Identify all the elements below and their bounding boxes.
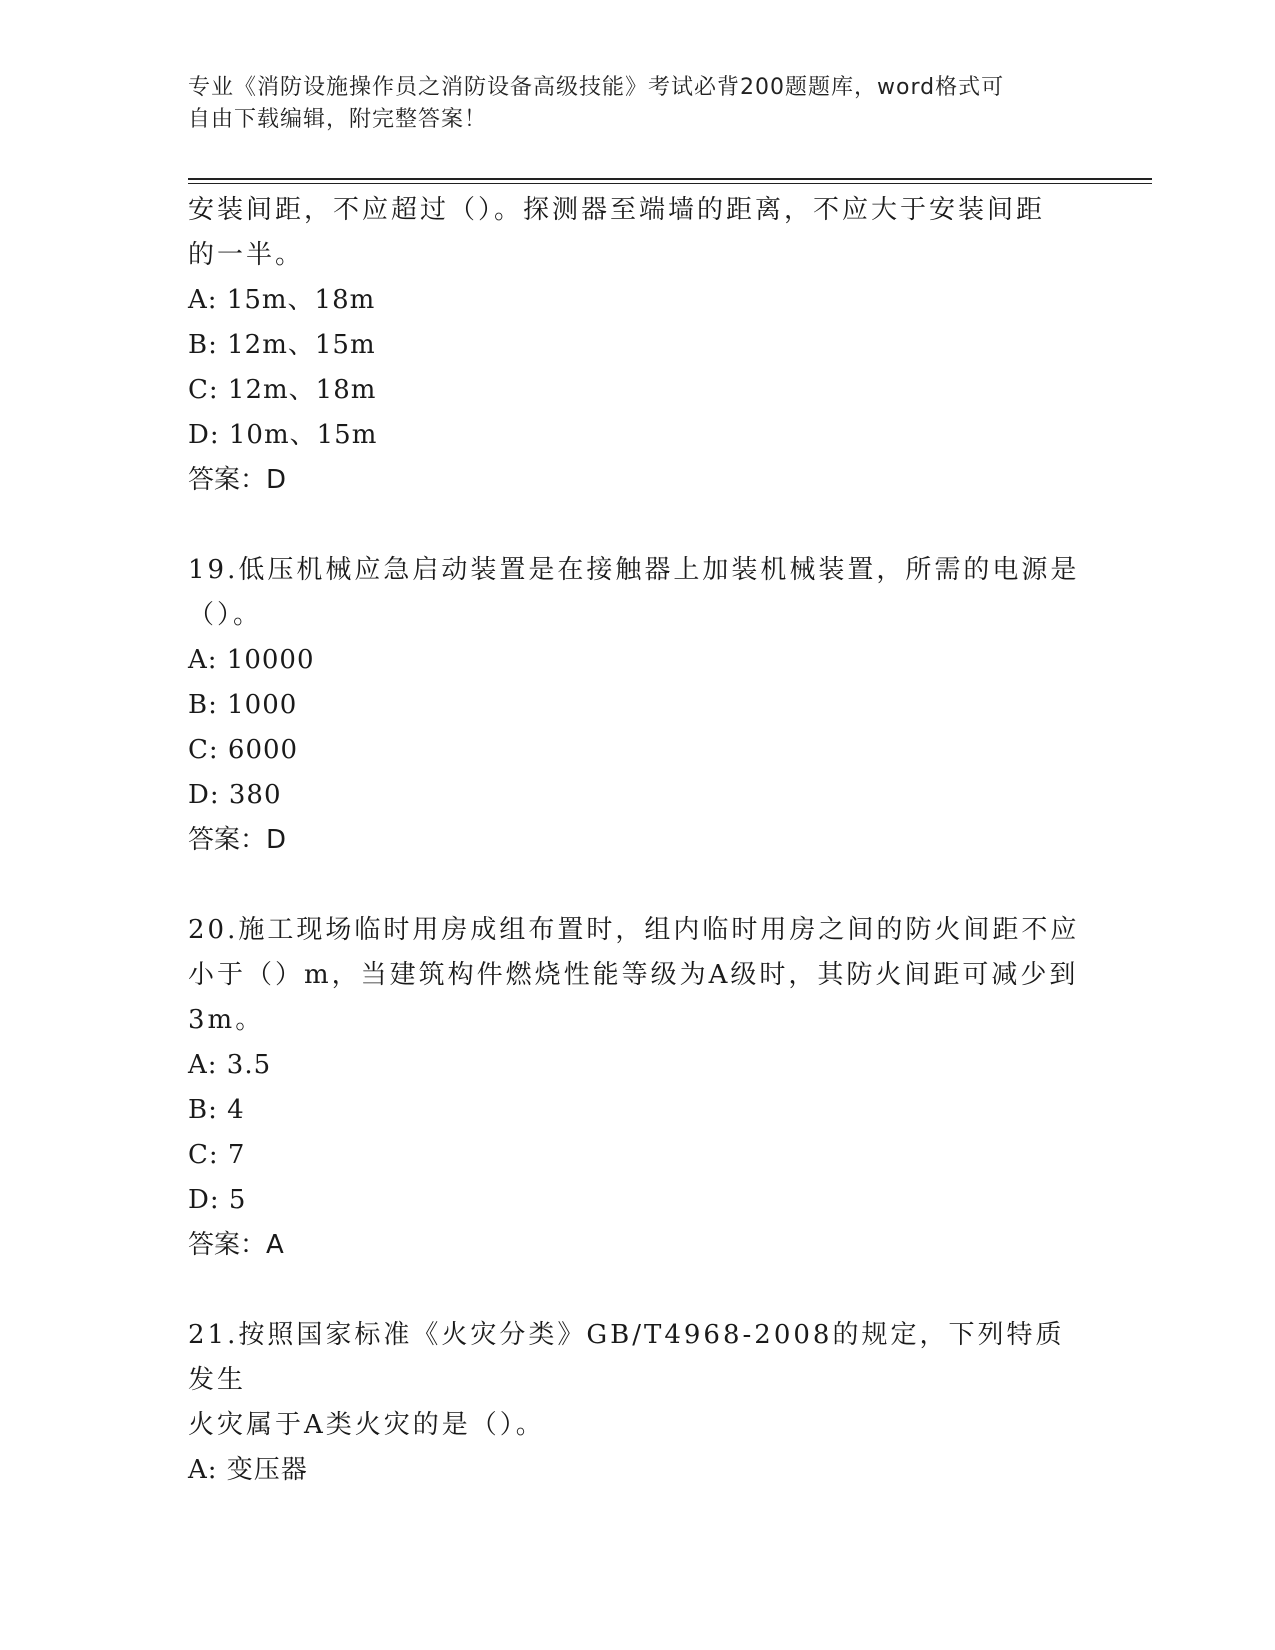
option-a: A: 3.5 — [188, 1050, 272, 1080]
option-d: D: 5 — [188, 1185, 247, 1215]
option-c: C: 12m、18m — [188, 375, 377, 405]
question-18-text-line-1: 安装间距，不应超过（）。探测器至端墙的距离，不应大于安装间距 — [188, 195, 1046, 225]
question-21-text-line-1: 21.按照国家标准《火灾分类》GB/T4968-2008的规定，下列特质发生 — [188, 1320, 1065, 1395]
spacer — [188, 503, 1088, 548]
question-20-text-line-1: 20.施工现场临时用房成组布置时，组内临时用房之间的防火间距不应 — [188, 915, 1080, 945]
option-c: C: 6000 — [188, 735, 299, 765]
question-19 — [188, 548, 1088, 863]
answer: 答案：A — [188, 1230, 284, 1260]
question-list — [188, 188, 1088, 1493]
answer: 答案：D — [188, 825, 287, 855]
header-line-2: 自由下载编辑，附完整答案！ — [188, 107, 488, 132]
question-18-text-line-2: 的一半。 — [188, 240, 305, 270]
question-21-text-line-2: 火灾属于A类火灾的是（）。 — [188, 1410, 545, 1440]
option-b: B: 12m、15m — [188, 330, 376, 360]
option-a: A: 10000 — [188, 645, 315, 675]
option-c: C: 7 — [188, 1140, 246, 1170]
option-d: D: 10m、15m — [188, 420, 378, 450]
document-header — [188, 72, 1068, 136]
question-20-text-line-2: 小于（）m，当建筑构件燃烧性能等级为A级时，其防火间距可减少到 — [188, 960, 1079, 990]
option-a: A: 15m、18m — [188, 285, 376, 315]
header-divider-thick — [188, 178, 1152, 180]
question-19-text-line-2: （）。 — [188, 600, 263, 630]
header-divider-thin — [188, 183, 1152, 184]
question-21 — [188, 1313, 1088, 1493]
question-20-text-line-3: 3m。 — [188, 1005, 265, 1035]
answer: 答案：D — [188, 465, 287, 495]
option-a: A: 变压器 — [188, 1455, 308, 1485]
option-b: B: 1000 — [188, 690, 298, 720]
header-line-1: 专业《消防设施操作员之消防设备高级技能》考试必背200题题库，word格式可 — [188, 75, 1005, 100]
option-b: B: 4 — [188, 1095, 245, 1125]
question-20 — [188, 908, 1088, 1268]
question-18 — [188, 188, 1088, 503]
spacer — [188, 1268, 1088, 1313]
spacer — [188, 863, 1088, 908]
option-d: D: 380 — [188, 780, 282, 810]
question-19-text-line-1: 19.低压机械应急启动装置是在接触器上加装机械装置，所需的电源是 — [188, 555, 1080, 585]
